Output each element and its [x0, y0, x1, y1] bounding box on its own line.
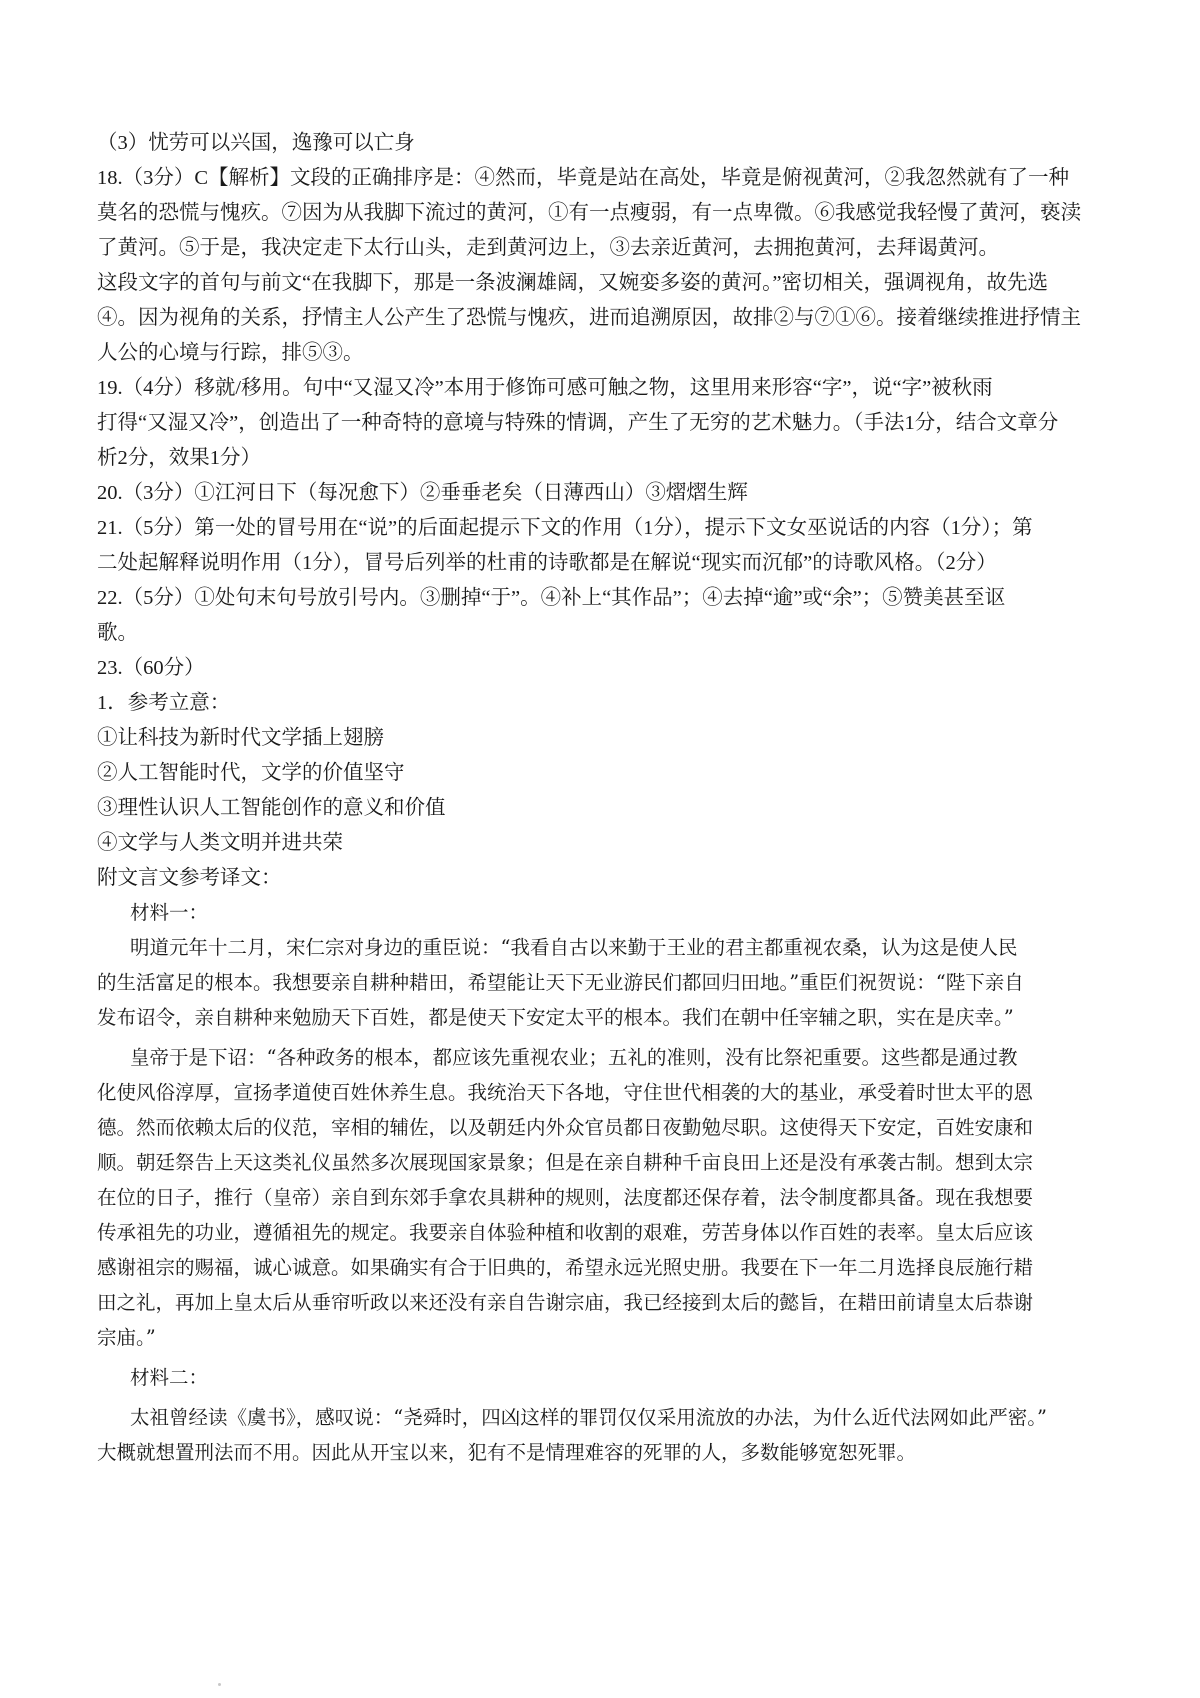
ans-22-l2: 歌。 [97, 622, 138, 644]
ans-18-l3: 了黄河。⑤于是，我决定走下太行山头，走到黄河边上，③去亲近黄河，去拥抱黄河，去拜谒黄河。 [97, 237, 999, 259]
ref-1: ①让科技为新时代文学插上翅膀 [97, 727, 384, 749]
m1-l1: 明道元年十二月，宋仁宗对身边的重臣说：“我看自古以来勤于王业的君主都重视农桑，认为这是使人民 [130, 936, 1018, 959]
m1-l11: 田之礼，再加上皇太后从垂帘听政以来还没有亲自告谢宗庙，我已经接到太后的懿旨，在耤田前请皇太后恭谢 [97, 1291, 1034, 1314]
ans-17-3: （3）忧劳可以兴国，逸豫可以亡身 [97, 132, 415, 154]
m1-l5: 化使风俗淳厚，宣扬孝道使百姓休养生息。我统治天下各地，守住世代相袭的大的基业，承受着时世太平的恩 [97, 1081, 1034, 1104]
m2-title: 材料二： [130, 1366, 209, 1389]
ans-18-l1: 18.（3分）C【解析】文段的正确排序是：④然而，毕竟是站在高处，毕竟是俯视黄河，②我忽然就有了一种 [97, 167, 1070, 189]
ans-22-l1: 22.（5分）①处句末句号放引号内。③删掉“于”。④补上“其作品”；④去掉“逾”或“余”；⑤赞美甚至讴 [97, 587, 1006, 609]
ans-18-l4: 这段文字的首句与前文“在我脚下，那是一条波澜雄阔，又婉娈多姿的黄河。”密切相关，强调视角，故先选 [97, 272, 1048, 294]
page-mark [218, 1683, 221, 1686]
ans-21-l2: 二处起解释说明作用（1分），冒号后列举的杜甫的诗歌都是在解说“现实而沉郁”的诗歌风格。（2分） [97, 552, 997, 574]
ref-2: ②人工智能时代，文学的价值坚守 [97, 762, 405, 784]
m1-l2: 的生活富足的根本。我想要亲自耕种耤田，希望能让天下无业游民们都回归田地。”重臣们祝贺说：“陛下亲自 [97, 971, 1024, 994]
m1-l4: 皇帝于是下诏：“各种政务的根本，都应该先重视农业；五礼的准则，没有比祭祀重要。这些都是通过教 [130, 1046, 1018, 1069]
ans-20: 20.（3分）①江河日下（每况愈下）②垂垂老矣（日薄西山）③熠熠生辉 [97, 482, 748, 504]
m1-l9: 传承祖先的功业，遵循祖先的规定。我要亲自体验种植和收割的艰难，劳苦身体以作百姓的表率。皇太后应该 [97, 1221, 1034, 1244]
ref-head: 1．参考立意： [97, 692, 231, 714]
trans-head: 附文言文参考译文： [97, 867, 282, 889]
ans-19-l2: 打得“又湿又冷”，创造出了一种奇特的意境与特殊的情调，产生了无穷的艺术魅力。（手法1分，结合文章分 [97, 412, 1059, 434]
ans-18-l5: ④。因为视角的关系，抒情主人公产生了恐慌与愧疚，进而追溯原因，故排②与⑦①⑥。接着继续推进抒情主 [97, 307, 1081, 329]
m1-l12: 宗庙。” [97, 1326, 156, 1349]
m1-title: 材料一： [130, 901, 209, 924]
m1-l6: 德。然而依赖太后的仪范，宰相的辅佐，以及朝廷内外众官员都日夜勤勉尽职。这使得天下安定，百姓安康和 [97, 1116, 1034, 1139]
ans-21-l1: 21.（5分）第一处的冒号用在“说”的后面起提示下文的作用（1分），提示下文女巫说话的内容（1分）；第 [97, 517, 1033, 539]
ans-19-l1: 19.（4分）移就/移用。句中“又湿又冷”本用于修饰可感可触之物，这里用来形容“字”，说“字”被秋雨 [97, 377, 993, 399]
ans-19-l3: 析2分，效果1分） [97, 447, 261, 469]
m2-l2: 大概就想置刑法而不用。因此从开宝以来，犯有不是情理难容的死罪的人，多数能够宽恕死罪。 [97, 1441, 917, 1464]
m1-l8: 在位的日子，推行（皇帝）亲自到东郊手拿农具耕种的规则，法度都还保存着，法令制度都具备。现在我想要 [97, 1186, 1034, 1209]
ans-18-l2: 莫名的恐慌与愧疚。⑦因为从我脚下流过的黄河，①有一点瘦弱，有一点卑微。⑥我感觉我轻慢了黄河，亵渎 [97, 202, 1081, 224]
ref-4: ④文学与人类文明并进共荣 [97, 832, 343, 854]
ref-3: ③理性认识人工智能创作的意义和价值 [97, 797, 446, 819]
m1-l10: 感谢祖宗的赐福，诚心诚意。如果确实有合于旧典的，希望永远光照史册。我要在下一年二月选择良辰施行耤 [97, 1256, 1034, 1279]
m2-l1: 太祖曾经读《虞书》，感叹说：“尧舜时，四凶这样的罪罚仅仅采用流放的办法，为什么近代法网如此严密。” [130, 1406, 1047, 1429]
ans-18-l6: 人公的心境与行踪，排⑤③。 [97, 342, 364, 364]
m1-l3: 发布诏令，亲自耕种来勉励天下百姓，都是使天下安定太平的根本。我们在朝中任宰辅之职，实在是庆幸。” [97, 1006, 1014, 1029]
m1-l7: 顺。朝廷祭告上天这类礼仪虽然多次展现国家景象；但是在亲自耕种千亩良田上还是没有承袭古制。想到太宗 [97, 1151, 1034, 1174]
ans-23: 23.（60分） [97, 657, 205, 679]
